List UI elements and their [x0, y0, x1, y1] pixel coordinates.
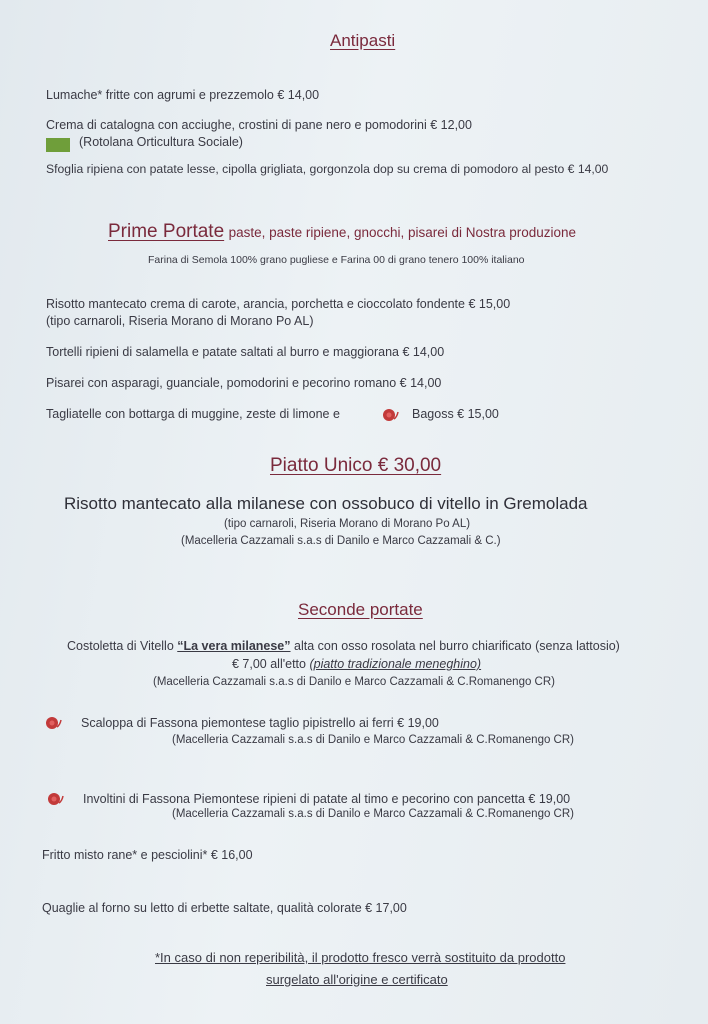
menu-item-price — [232, 657, 481, 671]
section-title-unico: Piatto Unico € 30,00 — [270, 455, 442, 476]
menu-item-note: (Macelleria Cazzamali s.a.s di Danilo e Marco Cazzamali & C.) — [181, 535, 501, 547]
menu-item-note: (Rotolana Orticultura Sociale) — [79, 135, 243, 149]
menu-item: Scaloppa di Fassona piemontese taglio pipistrello ai ferri € 19,00 — [81, 716, 439, 730]
menu-item — [67, 639, 620, 653]
leaf-icon — [46, 138, 70, 152]
price-text: € 7,00 all'etto — [232, 657, 310, 671]
menu-item-name: “La vera milanese” — [177, 639, 291, 653]
snail-icon — [381, 408, 399, 422]
snail-icon — [46, 792, 64, 806]
menu-item-text: Costoletta di Vitello — [67, 639, 178, 653]
section-subtitle-prime: paste, paste ripiene, gnocchi, pisarei di Nostra produzione — [228, 225, 577, 240]
menu-item-unico: Risotto mantecato alla milanese con ossobuco di vitello in Gremolada — [64, 494, 588, 513]
menu-item-note: (tipo carnaroli, Riseria Morano di Morano Po AL) — [224, 518, 471, 530]
menu-item-text: alta con osso rosolata nel burro chiarificato (senza lattosio) — [290, 639, 620, 653]
section-title-prime: Prime Portate — [108, 221, 225, 242]
menu-item: Sfoglia ripiena con patate lesse, cipolla grigliata, gorgonzola dop su crema di pomodoro al pesto € 14,00 — [46, 162, 609, 176]
menu-item: Crema di catalogna con acciughe, crostini di pane nero e pomodorini € 12,00 — [46, 118, 472, 132]
footer-note: *In caso di non reperibilità, il prodotto fresco verrà sostituito da prodotto — [155, 950, 566, 965]
menu-item-note: (Macelleria Cazzamali s.a.s di Danilo e Marco Cazzamali & C.Romanengo CR) — [172, 808, 575, 820]
menu-item: Pisarei con asparagi, guanciale, pomodorini e pecorino romano € 14,00 — [46, 376, 442, 390]
menu-item: Bagoss € 15,00 — [412, 407, 499, 421]
menu-item: Tortelli ripieni di salamella e patate saltati al burro e maggiorana € 14,00 — [46, 345, 445, 359]
section-title-antipasti: Antipasti — [330, 31, 396, 50]
footer-note: surgelato all'origine e certificato — [266, 972, 448, 987]
menu-item: Lumache* fritte con agrumi e prezzemolo € 14,00 — [46, 88, 320, 102]
menu-item-note: (Macelleria Cazzamali s.a.s di Danilo e Marco Cazzamali & C.Romanengo CR) — [172, 734, 575, 746]
menu-item: Fritto misto rane* e pesciolini* € 16,00 — [42, 848, 253, 862]
flour-note: Farina di Semola 100% grano pugliese e Farina 00 di grano tenero 100% italiano — [148, 254, 525, 266]
section-title-seconde: Seconde portate — [298, 600, 423, 619]
section-header-prime — [108, 221, 576, 243]
menu-item: Involtini di Fassona Piemontese ripieni di patate al timo e pecorino con pancetta € 19,00 — [83, 792, 571, 806]
menu-item: Risotto mantecato crema di carote, arancia, porchetta e cioccolato fondente € 15,00 — [46, 297, 511, 311]
menu-item: Tagliatelle con bottarga di muggine, zeste di limone e — [46, 407, 340, 421]
menu-item-note: (tipo carnaroli, Riseria Morano di Morano Po AL) — [46, 314, 314, 328]
snail-icon — [44, 716, 62, 730]
menu-item: Quaglie al forno su letto di erbette saltate, qualità colorate € 17,00 — [42, 901, 407, 915]
tradition-note: (piatto tradizionale meneghino) — [309, 657, 482, 671]
menu-item-note: (Macelleria Cazzamali s.a.s di Danilo e Marco Cazzamali & C.Romanengo CR) — [153, 676, 556, 688]
